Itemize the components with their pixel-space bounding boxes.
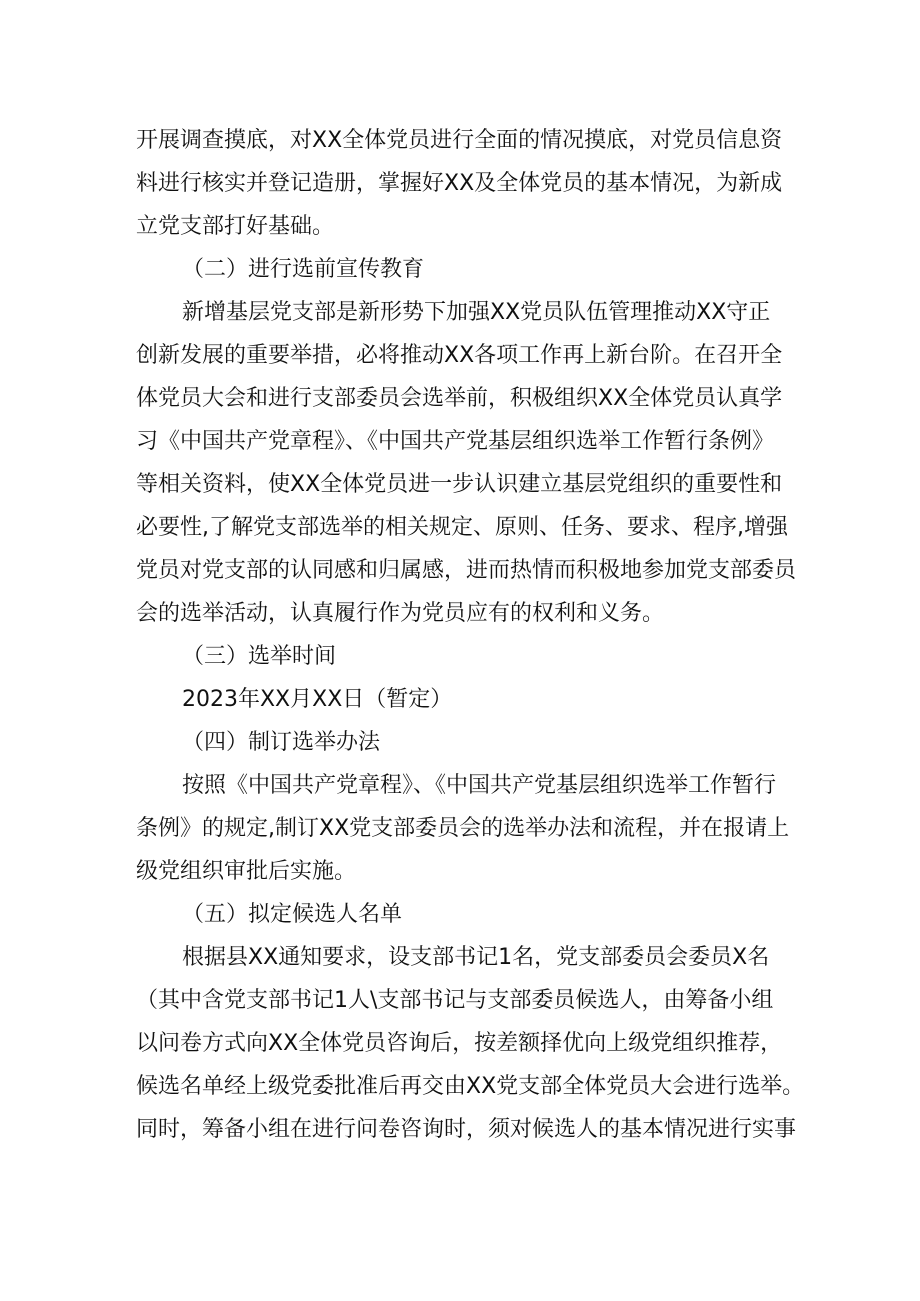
- text-line: （其中含党支部书记1人\支部书记与支部委员候选人，由筹备小组: [136, 988, 774, 1013]
- paragraph-first-line: 新增基层党支部是新形势下加强XX党员队伍管理推动XX守正: [182, 300, 771, 325]
- text-line: 创新发展的重要举措，必将推动XX各项工作再上新台阶。在召开全: [136, 343, 783, 368]
- text-line: 候选名单经上级党委批准后再交由XX党支部全体党员大会进行选举。: [136, 1074, 805, 1099]
- text-line: 料进行核实并登记造册，掌握好XX及全体党员的基本情况，为新成: [136, 171, 783, 196]
- paragraph-first-line: 按照《中国共产党章程》、《中国共产党基层组织选举工作暂行: [182, 773, 777, 798]
- text-line: 体党员大会和进行支部委员会选举前，积极组织XX全体党员认真学: [136, 386, 783, 411]
- text-line: 习《中国共产党章程》、《中国共产党基层组织选举工作暂行条例》: [136, 429, 775, 454]
- section-heading: （三）选举时间: [182, 644, 337, 669]
- text-line: 等相关资料，使XX全体党员进一步认识建立基层党组织的重要性和: [136, 472, 783, 497]
- text-line: 级党组织审批后实施。: [136, 859, 357, 884]
- text-line: 必要性,了解党支部选举的相关规定、原则、任务、要求、程序,增强: [136, 515, 788, 540]
- text-line: 立党支部打好基础。: [136, 214, 335, 239]
- text-line: 会的选举活动，认真履行作为党员应有的权利和义务。: [136, 601, 665, 626]
- paragraph-first-line: 根据县XX通知要求，设支部书记1名，党支部委员会委员X名: [182, 945, 770, 970]
- text-line: 条例》的规定,制订XX党支部委员会的选举办法和流程，并在报请上: [136, 816, 790, 841]
- section-heading: （二）进行选前宣传教育: [182, 257, 425, 282]
- text-line: 以问卷方式向XX全体党员咨询后，按差额择优向上级党组织推荐，: [136, 1031, 783, 1056]
- paragraph-first-line: 2023年XX月XX日（暂定）: [182, 687, 453, 712]
- text-line: 党员对党支部的认同感和归属感，进而热情而积极地参加党支部委员: [136, 558, 797, 583]
- section-heading: （五）拟定候选人名单: [182, 902, 403, 927]
- text-line: 开展调查摸底，对XX全体党员进行全面的情况摸底，对党员信息资: [136, 128, 783, 153]
- section-heading: （四）制订选举办法: [182, 730, 381, 755]
- text-line: 同时，筹备小组在进行问卷咨询时，须对候选人的基本情况进行实事: [136, 1117, 797, 1142]
